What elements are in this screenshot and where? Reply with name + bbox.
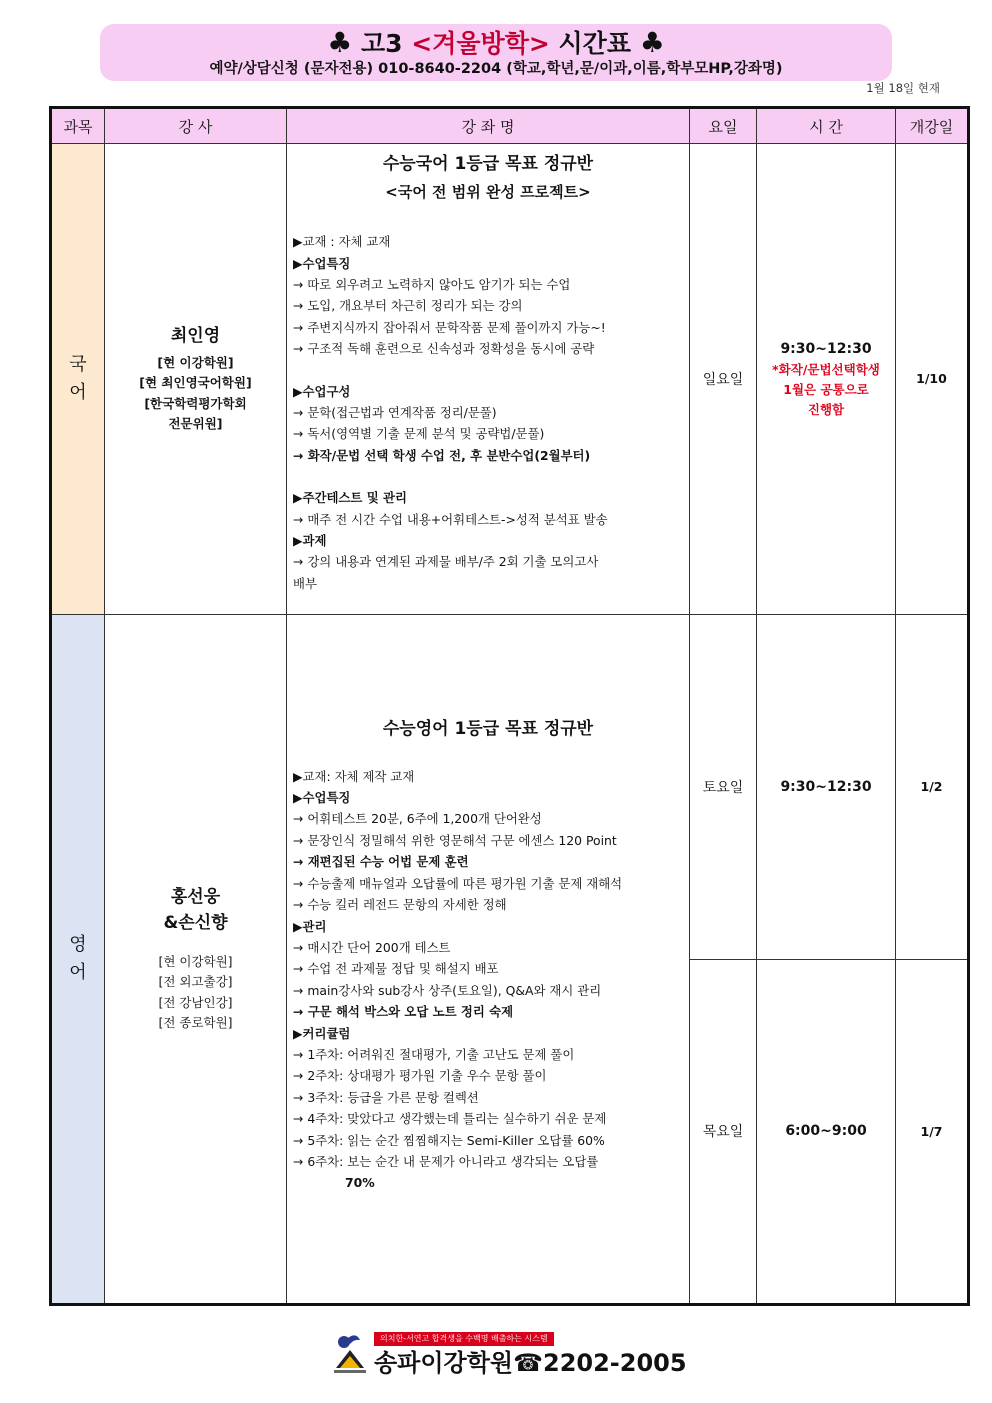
course-line: ▶수업구성 bbox=[293, 383, 351, 399]
course-line: ▶과제 bbox=[293, 532, 327, 548]
subject-char: 국 bbox=[69, 353, 87, 375]
teacher-career: [전 종로학원] bbox=[158, 1015, 233, 1031]
course-line: → 구문 해석 박스와 오답 노트 정리 숙제 bbox=[293, 1004, 514, 1020]
course-line: 70% bbox=[345, 1175, 375, 1191]
time-english-1: 9:30~12:30 bbox=[757, 614, 896, 959]
course-line: ▶수업특징 bbox=[293, 790, 351, 806]
day-korean: 일요일 bbox=[690, 144, 757, 615]
course-line: ▶교재: 자체 제작 교재 bbox=[293, 768, 415, 784]
course-line: → 매시간 단어 200개 테스트 bbox=[293, 939, 451, 955]
course-line: → 수능출제 매뉴얼과 오답률에 따른 평가원 기출 문제 재해석 bbox=[293, 875, 623, 891]
footer-logo bbox=[330, 1330, 687, 1380]
course-line: → main강사와 sub강사 상주(토요일), Q&A와 재시 관리 bbox=[293, 982, 602, 998]
title-banner bbox=[100, 24, 892, 81]
subject-char: 어 bbox=[69, 961, 87, 983]
course-line: → 수능 킬러 레전드 문항의 자세한 정해 bbox=[293, 897, 507, 913]
time-english-2: 6:00~9:00 bbox=[757, 959, 896, 1304]
club-icon: ♣ bbox=[327, 26, 353, 59]
teacher-career: 전문위원] bbox=[168, 416, 223, 432]
table-row-korean bbox=[51, 144, 969, 615]
col-header-course: 강 좌 명 bbox=[287, 108, 690, 144]
teacher-career: [한국학력평가학회 bbox=[144, 395, 247, 411]
course-korean bbox=[287, 144, 690, 615]
course-line: → 3주차: 등급을 가른 문항 컬렉션 bbox=[293, 1089, 479, 1105]
day-english-2: 목요일 bbox=[690, 959, 757, 1304]
course-line: ▶관리 bbox=[293, 918, 327, 934]
course-line: → 구조적 독해 훈련으로 신속성과 정확성을 동시에 공략 bbox=[293, 341, 595, 357]
course-line: 배부 bbox=[293, 575, 317, 591]
course-title: 수능국어 1등급 목표 정규반 bbox=[382, 154, 594, 175]
col-header-time: 시 간 bbox=[757, 108, 896, 144]
time-value: 9:30~12:30 bbox=[780, 340, 872, 357]
teacher-career: [현 이강학원] bbox=[158, 953, 233, 969]
club-icon: ♣ bbox=[639, 26, 665, 59]
academy-name bbox=[374, 1348, 687, 1378]
course-line: → 2주차: 상대평가 평가원 기출 우수 문항 풀이 bbox=[293, 1068, 547, 1084]
teacher-career: [전 강남인강] bbox=[158, 994, 233, 1010]
academy-logo-icon bbox=[330, 1330, 370, 1378]
course-line: → 강의 내용과 연계된 과제물 배부/주 2회 기출 모의고사 bbox=[293, 554, 599, 570]
time-note: 1월은 공통으로 bbox=[783, 381, 869, 397]
title-highlight: <겨울방학> bbox=[411, 29, 550, 58]
course-line: ▶수업특징 bbox=[293, 255, 351, 271]
footer-tagline: 의치한-서연고 합격생을 수백명 배출하는 시스템 bbox=[374, 1332, 554, 1346]
subject-char: 어 bbox=[69, 381, 87, 403]
header-row bbox=[51, 108, 969, 144]
teacher-korean bbox=[105, 144, 287, 615]
subject-english bbox=[51, 614, 105, 1304]
col-header-subject: 과목 bbox=[51, 108, 105, 144]
course-line: → 재편집된 수능 어법 문제 훈련 bbox=[293, 854, 469, 870]
teacher-english bbox=[105, 614, 287, 1304]
course-line: → 5주차: 읽는 순간 찜찜해지는 Semi-Killer 오답률 60% bbox=[293, 1132, 605, 1148]
course-line: ▶주간테스트 및 관리 bbox=[293, 490, 407, 506]
as-of-date: 1월 18일 현재 bbox=[866, 81, 940, 95]
title-suffix: 시간표 bbox=[558, 29, 631, 58]
teacher-name: 최인영 bbox=[170, 325, 221, 346]
course-line: → 수업 전 과제물 정답 및 해설지 배포 bbox=[293, 961, 499, 977]
course-line: → 매주 전 시간 수업 내용+어휘테스트->성적 분석표 발송 bbox=[293, 511, 608, 527]
page-title bbox=[100, 28, 892, 59]
spacer bbox=[293, 466, 683, 487]
teacher-career: [현 최인영국어학원] bbox=[139, 375, 252, 391]
course-line: → 6주차: 보는 순간 내 문제가 아니라고 생각되는 오답률 bbox=[293, 1153, 599, 1169]
teacher-name: 홍선웅 bbox=[170, 886, 221, 907]
course-title: 수능영어 1등급 목표 정규반 bbox=[382, 718, 594, 739]
col-header-teacher: 강 사 bbox=[105, 108, 287, 144]
course-line: → 1주차: 어려워진 절대평가, 기출 고난도 문제 풀이 bbox=[293, 1046, 575, 1062]
course-line: → 주변지식까지 잡아줘서 문학작품 문제 풀이까지 가능~! bbox=[293, 319, 606, 335]
spacer bbox=[293, 360, 683, 381]
table-row-english bbox=[51, 614, 969, 959]
title-prefix: 고3 bbox=[361, 29, 403, 58]
course-line: ▶교재 : 자체 교재 bbox=[293, 234, 391, 250]
teacher-career: [현 이강학원] bbox=[157, 354, 234, 370]
open-date-english-2: 1/7 bbox=[896, 959, 969, 1304]
contact-subtitle: 예약/상담신청 (문자전용) 010-8640-2204 (학교,학년,문/이과,이름,학부모HP,강좌명) bbox=[209, 61, 783, 77]
course-subtitle: <국어 전 범위 완성 프로젝트> bbox=[385, 183, 591, 202]
subject-char: 영 bbox=[69, 933, 87, 955]
course-line: ▶커리큘럼 bbox=[293, 1025, 351, 1041]
course-line: → 문장인식 정밀해석 위한 영문해석 구문 에센스 120 Point bbox=[293, 832, 617, 848]
teacher-name: &손신향 bbox=[163, 912, 228, 933]
day-english-1: 토요일 bbox=[690, 614, 757, 959]
course-line: → 문학(접근법과 연계작품 정리/문풀) bbox=[293, 404, 497, 420]
course-english bbox=[287, 614, 690, 1304]
academy-title: 송파이강학원 bbox=[374, 1349, 514, 1377]
course-line: → 화작/문법 선택 학생 수업 전, 후 분반수업(2월부터) bbox=[293, 447, 591, 463]
subject-korean bbox=[51, 144, 105, 615]
academy-phone: ☎2202-2005 bbox=[513, 1349, 687, 1377]
course-line: → 도입, 개요부터 차근히 정리가 되는 강의 bbox=[293, 298, 523, 314]
time-note: 진행함 bbox=[807, 401, 845, 417]
time-note: *화작/문법선택학생 bbox=[772, 361, 880, 377]
time-korean bbox=[757, 144, 896, 615]
course-line: → 4주차: 맞았다고 생각했는데 틀리는 실수하기 쉬운 문제 bbox=[293, 1111, 607, 1127]
timetable bbox=[49, 106, 970, 1306]
teacher-career: [전 외고출강] bbox=[158, 974, 233, 990]
col-header-open: 개강일 bbox=[896, 108, 969, 144]
col-header-day: 요일 bbox=[690, 108, 757, 144]
open-date-english-1: 1/2 bbox=[896, 614, 969, 959]
open-date-korean: 1/10 bbox=[896, 144, 969, 615]
course-line: → 어휘테스트 20분, 6주에 1,200개 단어완성 bbox=[293, 811, 542, 827]
course-line: → 독서(영역별 기출 문제 분석 및 공략법/문풀) bbox=[293, 426, 545, 442]
course-line: → 따로 외우려고 노력하지 않아도 암기가 되는 수업 bbox=[293, 276, 571, 292]
